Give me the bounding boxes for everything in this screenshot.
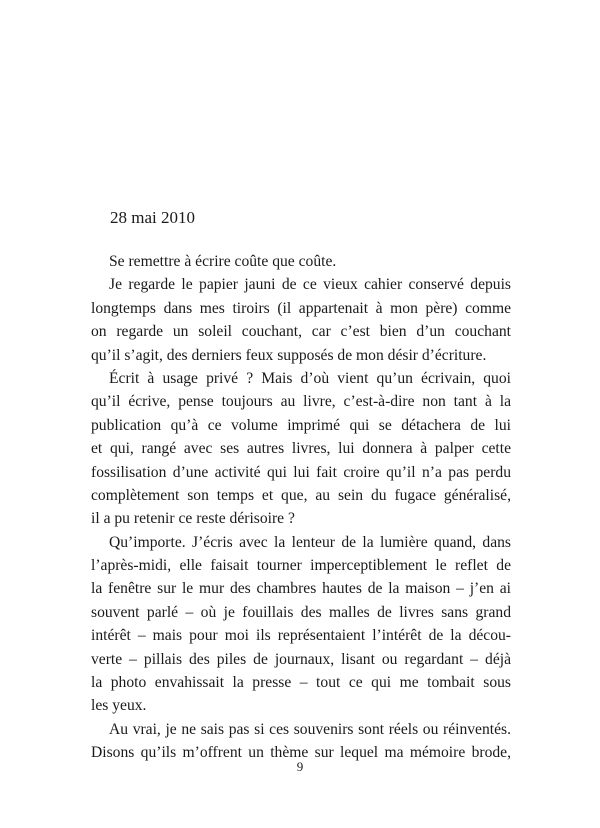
text-line: souvent parlé – où je fouillais des malles de livres sans grand	[91, 603, 511, 621]
page-number: 9	[296, 759, 304, 774]
text-line: Je regarde le papier jauni de ce vieux cahier conservé depuis	[109, 276, 511, 294]
text-line: publication qu’à ce volume imprimé qui se détachera de lui	[91, 416, 511, 434]
text-line: intérêt – mais pour moi ils représentaient l’intérêt de la décou-	[91, 627, 511, 645]
text-line: complètement son temps et que, au sein du fugace généralisé,	[91, 486, 511, 504]
text-line: fossilisation d’une activité qui lui fait croire qu’il n’a pas perdu	[91, 463, 511, 481]
text-line: les yeux.	[91, 697, 147, 715]
text-line: qu’il s’agit, des derniers feux supposés de mon désir d’écriture.	[91, 346, 487, 364]
text-line: Écrit à usage privé ? Mais d’où vient qu’un écrivain, quoi	[109, 369, 511, 387]
text-line: la fenêtre sur le mur des chambres hautes de la maison – j’en ai	[91, 580, 511, 598]
text-line: Au vrai, je ne sais pas si ces souvenirs sont réels ou réinventés.	[109, 720, 511, 738]
text-line: longtemps dans mes tiroirs (il appartenait à mon père) comme	[91, 299, 511, 317]
text-line: l’après-midi, elle faisait tourner imperceptiblement le reflet de	[91, 557, 511, 575]
text-line: qu’il écrive, pense toujours au livre, c’est-à-dire non tant à la	[91, 393, 511, 411]
text-line: Disons qu’ils m’offrent un thème sur lequel ma mémoire brode,	[91, 744, 511, 762]
text-line: Se remettre à écrire coûte que coûte.	[109, 253, 337, 270]
text-line: Qu’importe. J’écris avec la lenteur de la lumière quand, dans	[109, 533, 511, 551]
text-line: il a pu retenir ce reste dérisoire ?	[91, 510, 295, 528]
text-line: on regarde un soleil couchant, car c’est bien d’un couchant	[91, 323, 511, 341]
text-line: et qui, rangé avec ses autres livres, lui donnera à palper cette	[91, 440, 511, 458]
entry-date: 28 mai 2010	[110, 208, 195, 227]
body-text	[91, 250, 511, 765]
text-line: la photo envahissait la presse – tout ce qui me tombait sous	[91, 674, 511, 692]
text-line: verte – pillais des piles de journaux, lisant ou regardant – déjà	[91, 650, 511, 668]
